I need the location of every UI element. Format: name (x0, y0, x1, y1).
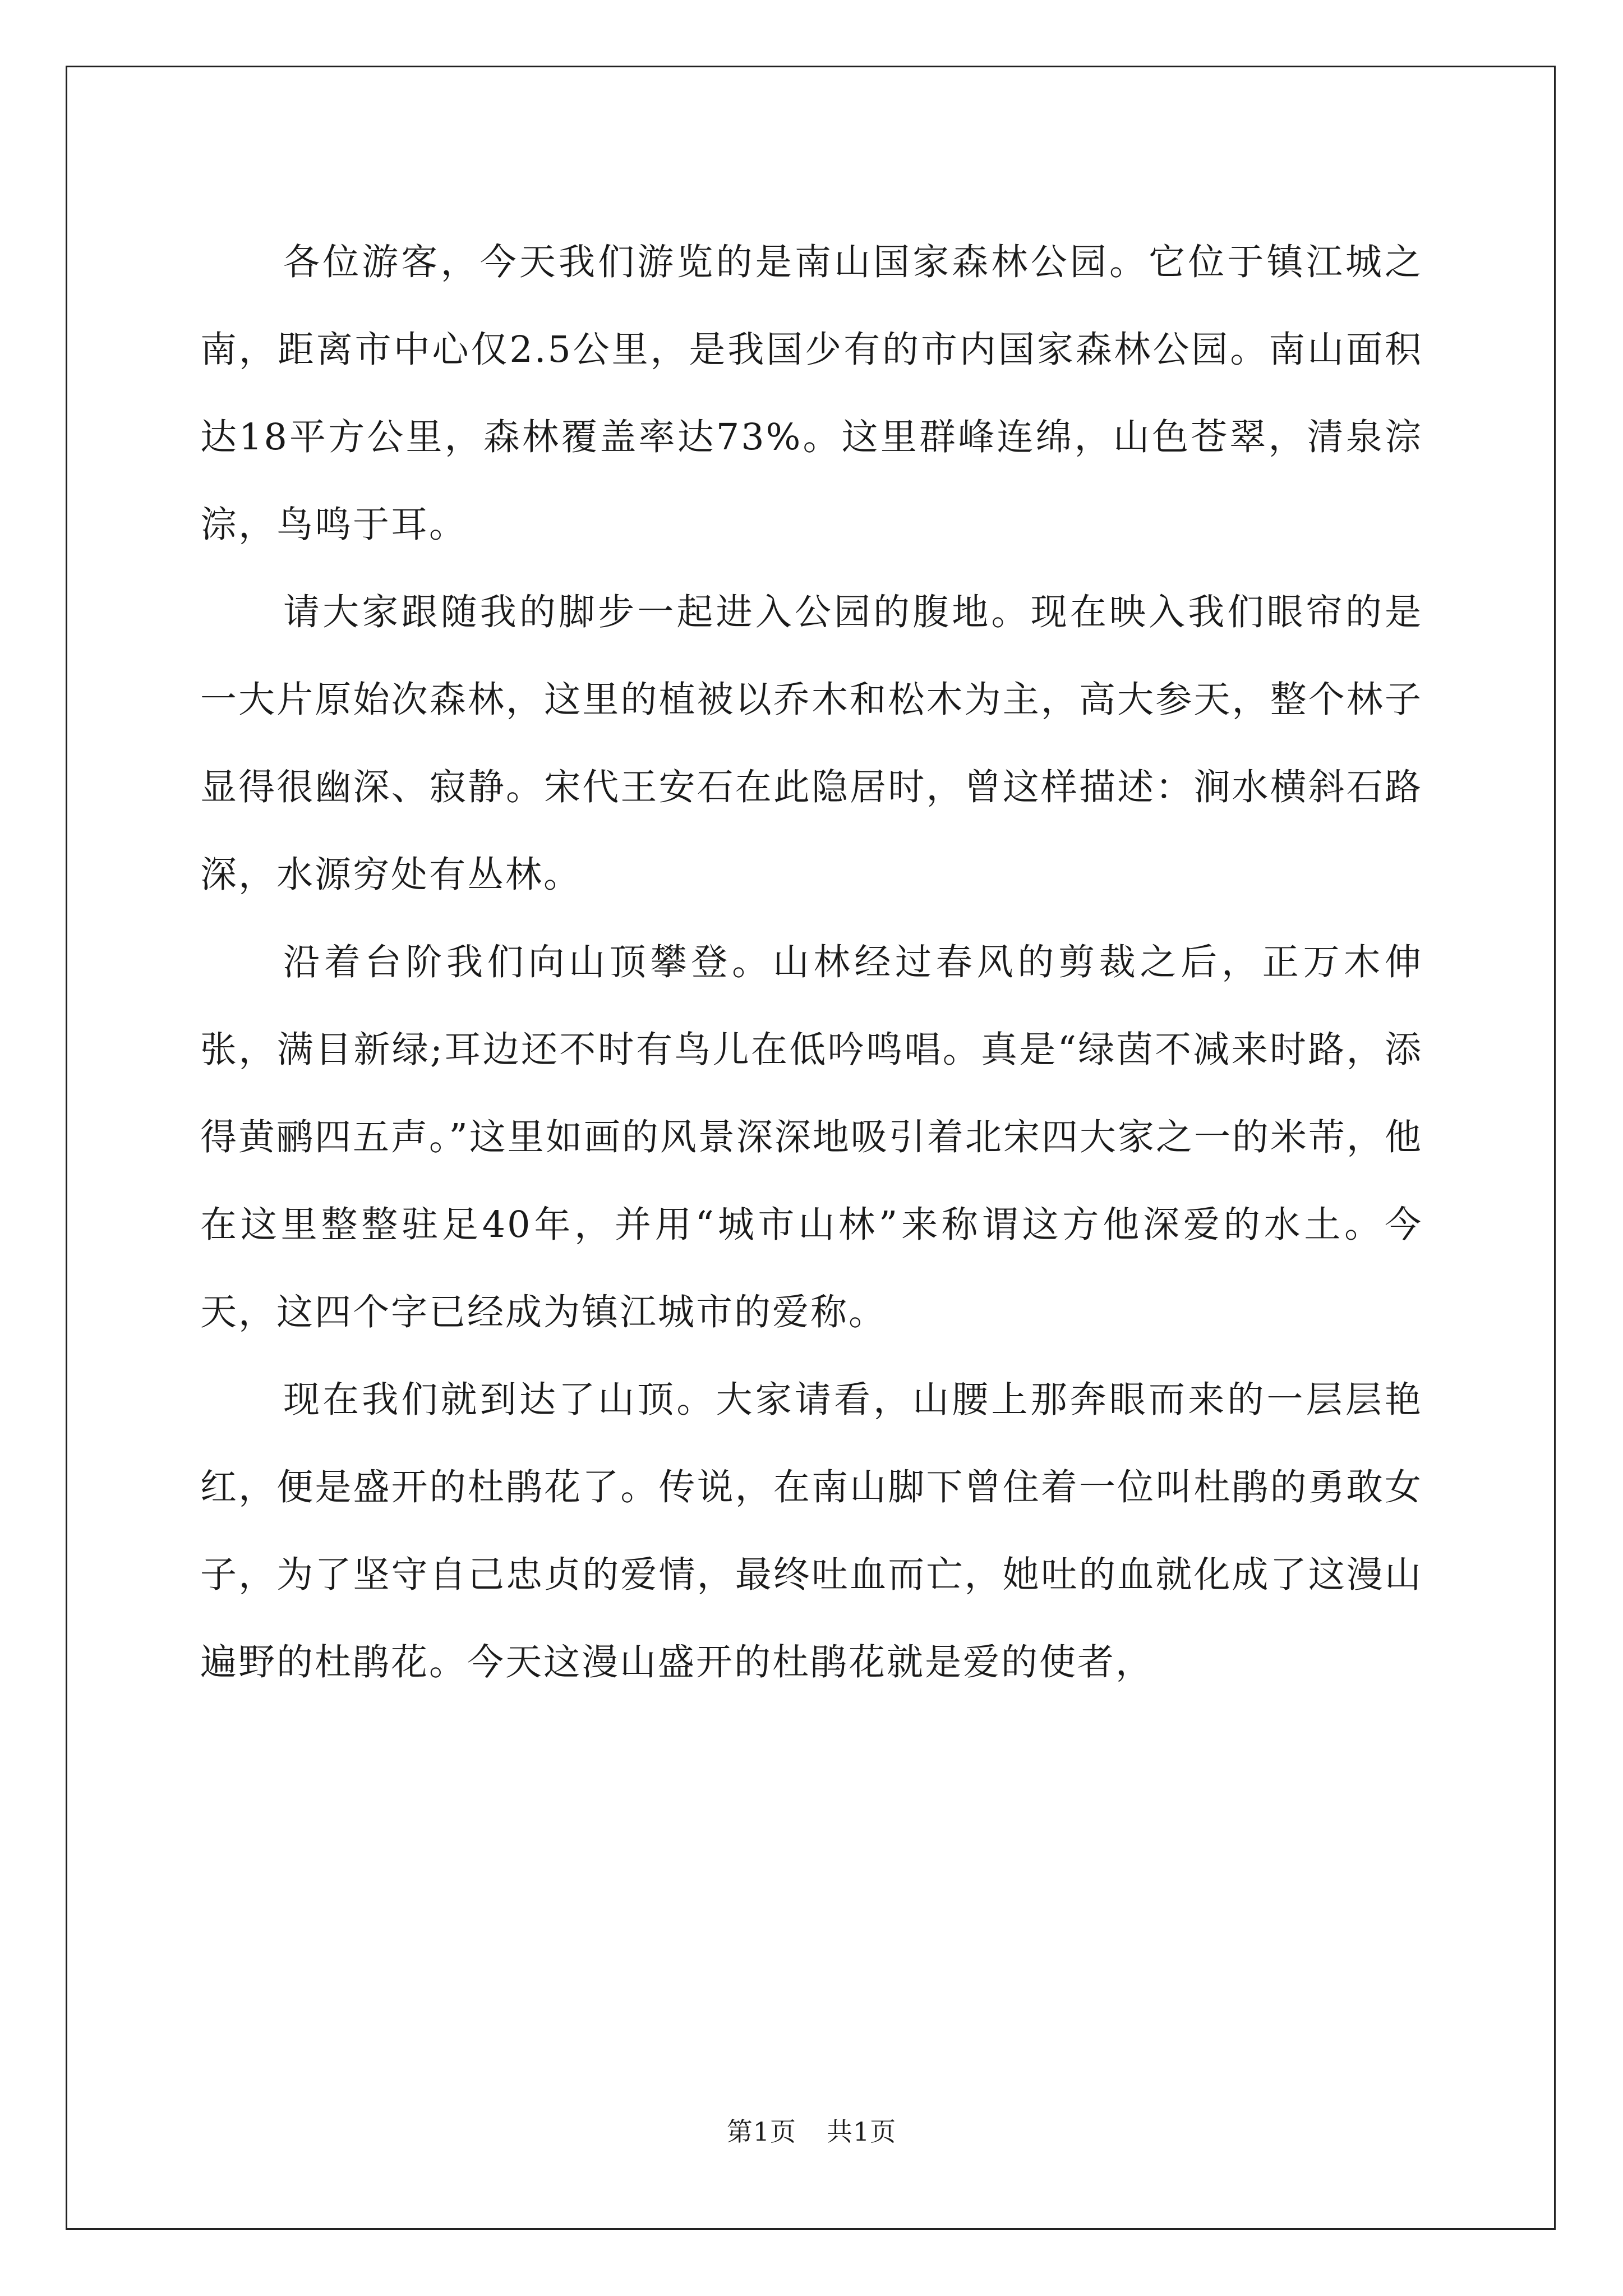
paragraph: 请大家跟随我的脚步一起进入公园的腹地。现在映入我们眼帘的是一大片原始次森林，这里的植被以乔木和松木为主，高大参天，整个林子显得很幽深、寂静。宋代王安石在此隐居时，曾这样描述：涧水横斜石路深，水源穷处有丛林。 (200, 591, 1423, 896)
page-number-current: 第1页 (726, 2116, 796, 2147)
document-body (200, 219, 1423, 1706)
page-footer (0, 2115, 1623, 2148)
page-number-total: 共1页 (827, 2116, 897, 2147)
paragraph: 现在我们就到达了山顶。大家请看，山腰上那奔眼而来的一层层艳红，便是盛开的杜鹃花了。传说，在南山脚下曾住着一位叫杜鹃的勇敢女子，为了坚守自己忠贞的爱情，最终吐血而亡，她吐的血就化成了这漫山遍野的杜鹃花。今天这漫山盛开的杜鹃花就是爱的使者， (200, 1379, 1423, 1683)
paragraph: 沿着台阶我们向山顶攀登。山林经过春风的剪裁之后，正万木伸张，满目新绿;耳边还不时有鸟儿在低吟鸣唱。真是“绿茵不减来时路，添得黄鹂四五声。”这里如画的风景深深地吸引着北宋四大家之一的米芾，他在这里整整驻足40年，并用“城市山林”来称谓这方他深爱的水土。今天，这四个字已经成为镇江城市的爱称。 (200, 941, 1423, 1333)
paragraph: 各位游客，今天我们游览的是南山国家森林公园。它位于镇江城之南，距离市中心仅2.5公里，是我国少有的市内国家森林公园。南山面积达18平方公里，森林覆盖率达73%。这里群峰连绵，山色苍翠，清泉淙淙，鸟鸣于耳。 (200, 241, 1423, 546)
